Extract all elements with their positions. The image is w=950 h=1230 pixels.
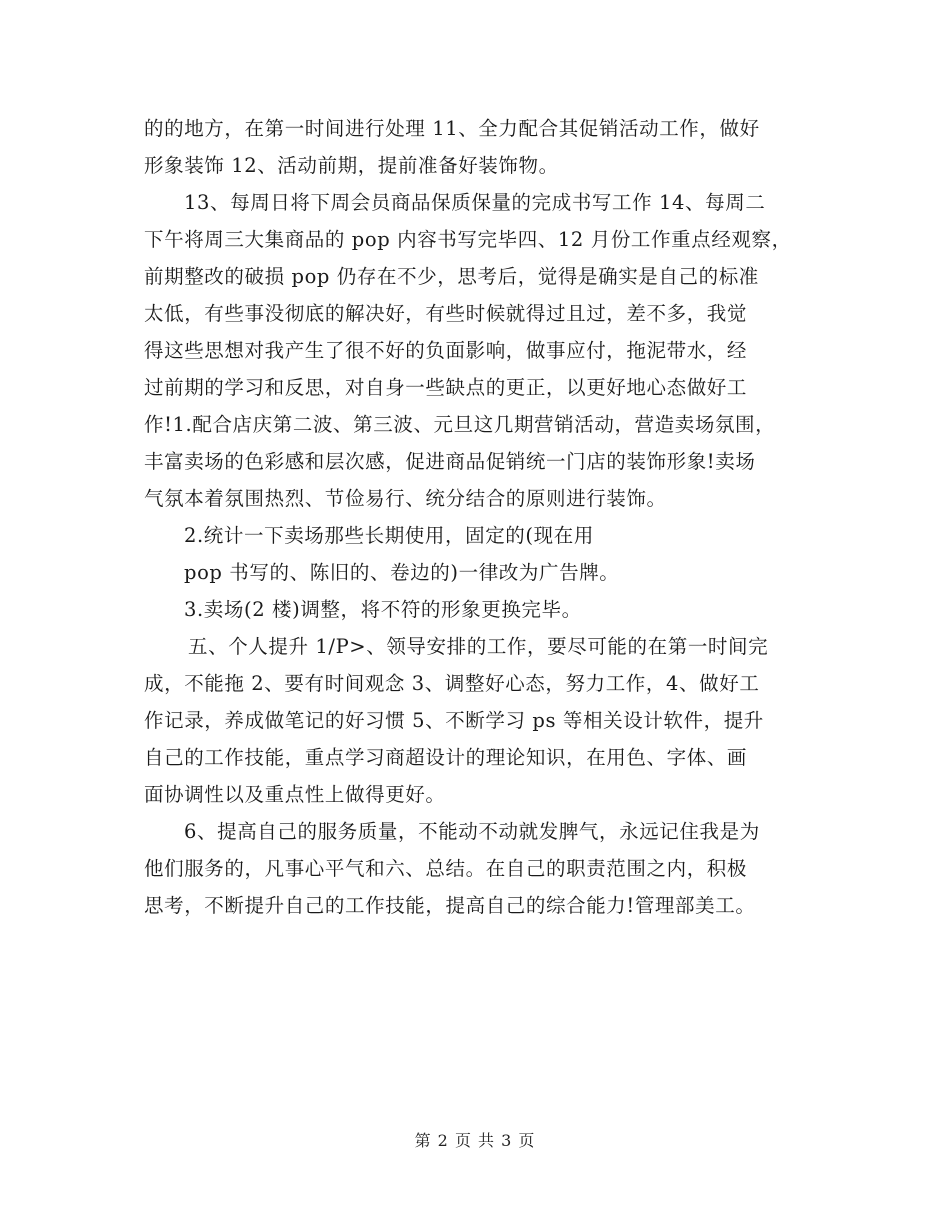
text-line: 13、每周日将下周会员商品保质保量的完成书写工作 14、每周二 — [184, 191, 766, 214]
text-line: 自己的工作技能，重点学习商超设计的理论知识，在用色、字体、画 — [144, 746, 748, 769]
text-line: 五、个人提升 1/P>、领导安排的工作，要尽可能的在第一时间完 — [188, 635, 769, 658]
text-line: 前期整改的破损 pop 仍存在不少，思考后，觉得是确实是自己的标准 — [144, 265, 759, 288]
page-number: 第 2 页 共 3 页 — [414, 1131, 536, 1150]
text-line: pop 书写的、陈旧的、卷边的)一律改为广告牌。 — [184, 561, 620, 584]
text-line: 得这些思想对我产生了很不好的负面影响，做事应付，拖泥带水，经 — [144, 339, 748, 362]
text-line: 太低，有些事没彻底的解决好，有些时候就得过且过，差不多，我觉 — [144, 302, 748, 325]
text-line: 的的地方，在第一时间进行处理 11、全力配合其促销活动工作，做好 — [144, 117, 760, 140]
text-line: 成，不能拖 2、要有时间观念 3、调整好心态，努力工作，4、做好工 — [144, 672, 760, 695]
text-line: 3.卖场(2 楼)调整，将不符的形象更换完毕。 — [184, 598, 582, 621]
page-footer — [0, 1128, 950, 1151]
text-line: 丰富卖场的色彩感和层次感，促进商品促销统一门店的装饰形象!卖场 — [144, 450, 756, 473]
text-line: 作记录，养成做笔记的好习惯 5、不断学习 ps 等相关设计软件，提升 — [144, 709, 764, 732]
text-line: 面协调性以及重点性上做得更好。 — [144, 783, 446, 806]
text-line: 下午将周三大集商品的 pop 内容书写完毕四、12 月份工作重点经观察， — [144, 228, 792, 251]
text-line: 作!1.配合店庆第二波、第三波、元旦这几期营销活动，营造卖场氛围， — [144, 413, 776, 436]
text-line: 形象装饰 12、活动前期，提前准备好装饰物。 — [144, 154, 559, 177]
text-line: 过前期的学习和反思，对自身一些缺点的更正，以更好地心态做好工 — [144, 376, 748, 399]
text-line: 2.统计一下卖场那些长期使用，固定的(现在用 — [184, 524, 594, 547]
document-body — [144, 110, 834, 924]
text-line: 思考，不断提升自己的工作技能，提高自己的综合能力!管理部美工。 — [144, 894, 756, 917]
text-line: 气氛本着氛围热烈、节俭易行、统分结合的原则进行装饰。 — [144, 487, 667, 510]
text-line: 6、提高自己的服务质量，不能动不动就发脾气，永远记住我是为 — [184, 820, 760, 843]
text-line: 他们服务的，凡事心平气和六、总结。在自己的职责范围之内，积极 — [144, 857, 748, 880]
